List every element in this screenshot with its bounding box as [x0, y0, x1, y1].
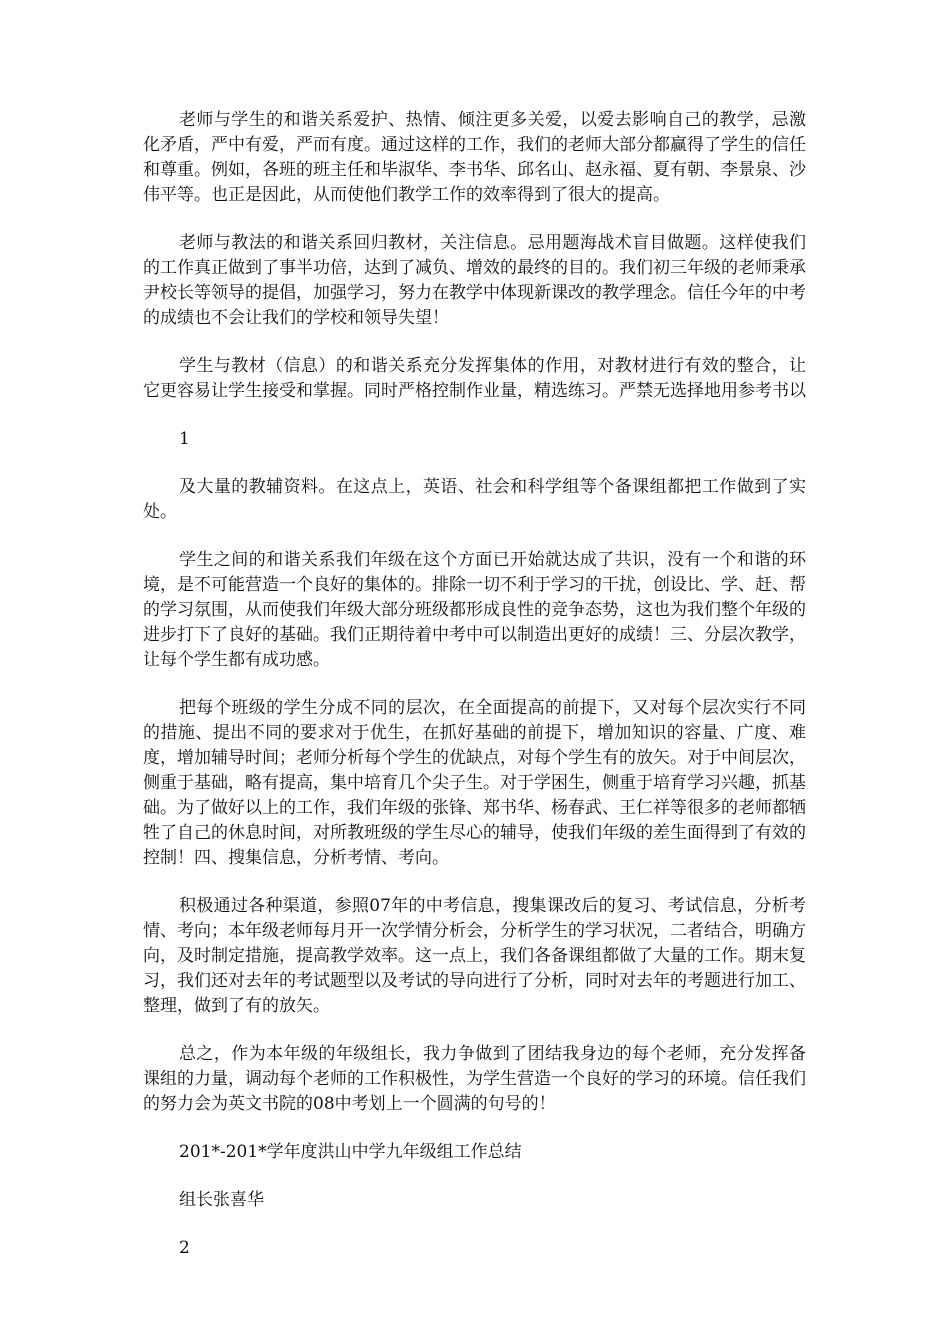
- paragraph-student-relations: 学生之间的和谐关系我们年级在这个方面已开始就达成了共识，没有一个和谐的环境，是不可能营造一个良好的集体的。排除一切不利于学习的干扰，创设比、学、赶、帮的学习氛围，从而使我们年级大部分班级都形成良性的竞争态势，这也为我们整个年级的进步打下了良好的基础。我们正期待着中考中可以制造出更好的成绩！三、分层次教学，让每个学生都有成功感。: [143, 550, 806, 670]
- page-number: 2: [179, 1238, 190, 1258]
- author-line: 组长张喜华: [179, 1190, 264, 1210]
- paragraph-student-material: 学生与教材（信息）的和谐关系充分发挥集体的作用，对教材进行有效的整合，让它更容易让学生接受和掌握。同时严格控制作业量，精选练习。严禁无选择地用参考书以: [143, 356, 806, 401]
- paragraph-continuation: 及大量的教辅资料。在这点上，英语、社会和科学组等个备课组都把工作做到了实处。: [143, 477, 806, 522]
- document-title-line: 201*-201*学年度洪山中学九年级组工作总结: [179, 1142, 522, 1162]
- paragraph-teacher-student: 老师与学生的和谐关系爱护、热情、倾注更多关爱，以爱去影响自己的教学，忌激化矛盾，严中有爱，严而有度。通过这样的工作，我们的老师大部分都赢得了学生的信任和尊重。例如，各班的班主任和毕淑华、李书华、邱名山、赵永福、夏有朝、李景泉、沙伟平等。也正是因此，从而使他们教学工作的效率得到了很大的提高。: [143, 110, 806, 205]
- paragraph-information-gathering: 积极通过各种渠道，参照07年的中考信息，搜集课改后的复习、考试信息，分析考情、考向；本年级老师每月开一次学情分析会，分析学生的学习状况，二者结合，明确方向，及时制定措施，提高教学效率。这一点上，我们各备课组都做了大量的工作。期末复习，我们还对去年的考试题型以及考试的导向进行了分析，同时对去年的考题进行加工、整理，做到了有的放矢。: [143, 896, 806, 1016]
- page-number: 1: [179, 429, 190, 449]
- paragraph-layered-teaching: 把每个班级的学生分成不同的层次，在全面提高的前提下，又对每个层次实行不同的措施、提出不同的要求对于优生，在抓好基础的前提下，增加知识的容量、广度、难度，增加辅导时间；老师分析每个学生的优缺点，对每个学生有的放矢。对于中间层次，侧重于基础，略有提高，集中培育几个尖子生。对于学困生，侧重于培育学习兴趣，抓基础。为了做好以上的工作，我们年级的张锋、郑书华、杨春武、王仁祥等很多的老师都牺牲了自己的休息时间，对所教班级的学生尽心的辅导，使我们年级的差生面得到了有效的控制！四、搜集信息，分析考情、考向。: [143, 698, 806, 868]
- paragraph-teacher-method: 老师与教法的和谐关系回归教材，关注信息。忌用题海战术盲目做题。这样使我们的工作真正做到了事半功倍，达到了减负、增效的最终的目的。我们初三年级的老师秉承尹校长等领导的提倡，加强学习，努力在教学中体现新课改的教学理念。信任今年的中考的成绩也不会让我们的学校和领导失望！: [143, 233, 806, 328]
- document-body: [143, 108, 806, 1284]
- paragraph-conclusion: 总之，作为本年级的年级组长，我力争做到了团结我身边的每个老师，充分发挥备课组的力量，调动每个老师的工作积极性，为学生营造一个良好的学习的环境。信任我们的努力会为英文书院的08中考划上一个圆满的句号的！: [143, 1044, 806, 1114]
